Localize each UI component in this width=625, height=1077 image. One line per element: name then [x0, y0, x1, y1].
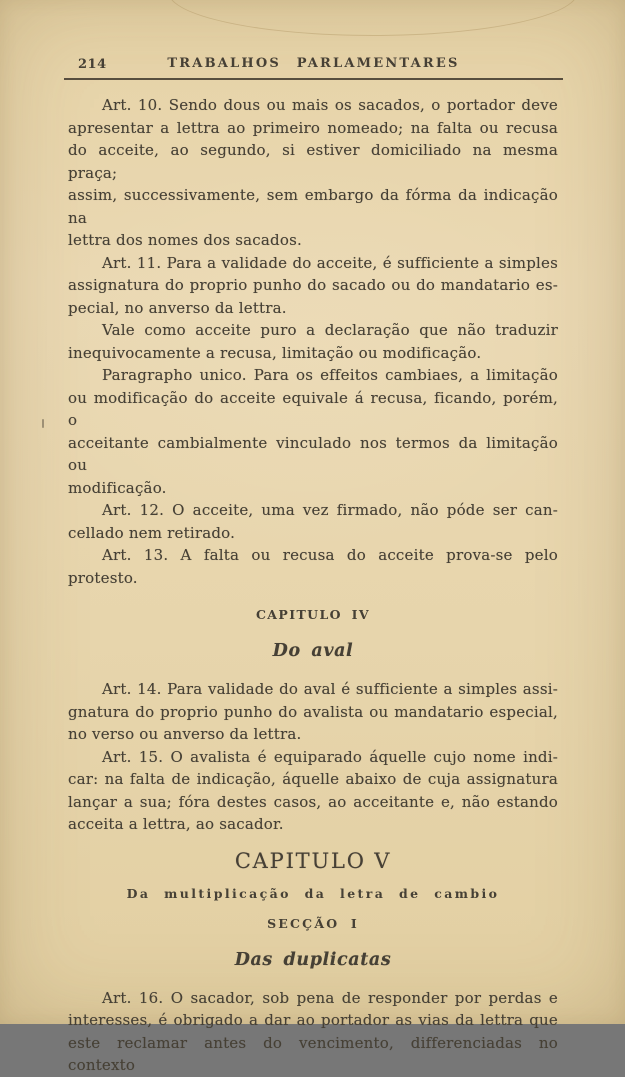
text-line: Paragrapho unico. Para os effeitos cambiaes, a limitação: [102, 366, 558, 384]
text-line: no verso ou anverso da lettra.: [68, 725, 302, 743]
text-line: car: na falta de indicação, áquelle abaixo de cuja assignatura: [68, 770, 558, 788]
paragraph-art-10: [68, 94, 558, 252]
header-rule: [64, 78, 563, 80]
text-line: este reclamar antes do vencimento, differenciadas no contexto: [68, 1033, 558, 1074]
text-line: lançar a sua; fóra destes casos, ao acceitante e, não estando: [68, 792, 558, 811]
text-line: assignatura do proprio punho do sacado ou do mandatario es-: [68, 276, 558, 294]
vertical-spacer: [68, 663, 558, 678]
section-heading-seccao-i: SECÇÃO I: [267, 915, 359, 931]
page-number: 214: [78, 57, 107, 72]
page-content: [68, 94, 558, 1077]
vertical-spacer: [68, 972, 558, 987]
text-line: Art. 16. O sacador, sob pena de responder por perdas e: [102, 988, 558, 1007]
chapter-subtitle-da-multiplicacao: Da multiplicação da letra de cambio: [126, 885, 500, 901]
paragraph-art-12: [68, 499, 558, 544]
text-line: interesses, é obrigado a dar ao portador as vias da lettra que: [68, 1011, 558, 1029]
paragraph-art-16: [68, 987, 558, 1077]
text-line: Art. 12. O acceite, uma vez firmado, não póde ser can-: [102, 501, 558, 519]
paragraph-art-14: [68, 678, 558, 746]
text-line: lettra dos nomes dos sacados.: [68, 231, 302, 249]
text-line: cellado nem retirado.: [68, 523, 236, 542]
text-line: gnatura do proprio punho do avalista ou mandatario especial,: [68, 702, 558, 721]
text-line: do acceite, ao segundo, si estiver domiciliado na mesma praça;: [68, 141, 558, 182]
text-line: Vale como acceite puro a declaração que não traduzir: [102, 321, 558, 339]
text-line: Art. 11. Para a validade do acceite, é sufficiente a simples: [102, 253, 558, 272]
text-line: Art. 14. Para validade do aval é sufficiente a simples assi-: [102, 680, 558, 698]
text-line: acceita a lettra, ao sacador.: [68, 815, 284, 833]
page-header: [66, 56, 561, 74]
text-line: Art. 15. O avalista é equiparado áquelle cujo nome indi-: [102, 747, 558, 766]
text-line: inequivocamente a recusa, limitação ou modificação.: [68, 343, 482, 362]
text-line: ou modificação do acceite equivale á recusa, ficando, porém, o: [68, 388, 558, 429]
chapter-subtitle-do-aval: Do aval: [272, 641, 354, 661]
paragraph-art-15: [68, 746, 558, 836]
scan-artifact-arc: [168, 0, 578, 36]
chapter-heading-capitulo-iv: CAPITULO IV: [255, 607, 371, 622]
paragraph-paragrapho-unico: [68, 364, 558, 499]
text-line: pecial, no anverso da lettra.: [68, 298, 287, 317]
text-line: modificação.: [68, 478, 167, 497]
text-line: Art. 10. Sendo dous ou mais os sacados, o portador deve: [102, 96, 558, 114]
chapter-heading-capitulo-v: CAPITULO V: [234, 848, 392, 873]
text-line: Art. 13. A falta ou recusa do acceite prova-se pelo: [102, 546, 558, 564]
text-line: apresentar a lettra ao primeiro nomeado; na falta ou recusa: [68, 118, 558, 137]
margin-stray-mark: [42, 419, 44, 428]
text-line: protesto.: [68, 568, 138, 587]
paragraph-vale-como-acceite: [68, 319, 558, 364]
paragraph-art-13: [68, 544, 558, 589]
text-line: assim, successivamente, sem embargo da fórma da indicação na: [68, 186, 558, 227]
paragraph-art-11: [68, 252, 558, 320]
text-line: acceitante cambialmente vinculado nos termos da limitação ou: [68, 433, 558, 474]
section-subtitle-das-duplicatas: Das duplicatas: [234, 949, 392, 970]
running-title: TRABALHOS PARLAMENTARES: [167, 56, 460, 71]
